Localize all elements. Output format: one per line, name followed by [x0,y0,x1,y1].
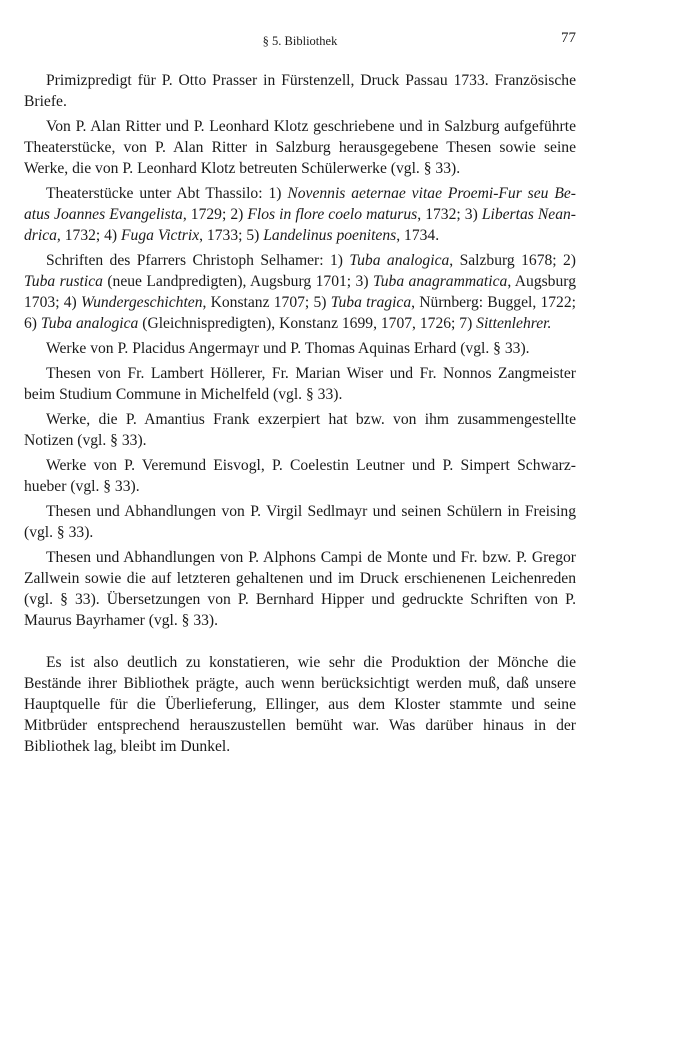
italic-title: Flos in flore coelo maturus [247,206,418,223]
text-run: Werke von P. Veremund Eisvogl, P. Coelestin Leutner und P. Simpert Schwarzhueber (vgl. § 33). [24,457,576,495]
text-run: , 1733; 5) [199,227,264,244]
text-run: Theaterstücke unter Abt Thassilo: 1) [46,185,288,202]
text-run: Werke von P. Placidus Angermayr und P. Thomas Aquinas Erhard (vgl. § 33). [46,340,530,357]
italic-title: Landelinus poenitens [263,227,397,244]
italic-title: Fuga Victrix [121,227,200,244]
paragraph [24,652,576,757]
text-run: Es ist also deutlich zu konstatieren, wie sehr die Produktion der Mönche die Bestände ihrer Bibliothek prägte, auch wenn berücksichtigt werden muß, daß unsere Hauptquelle für die Überlieferung, Ellinger, aus dem Kloster stammte und seine Mitbrüder entsprechend herauszustellen bemüht war. Was darüber hinaus in der Bibliothek lag, bleibt im Dunkel. [24,654,576,755]
paragraph [24,116,576,179]
book-page [24,30,576,761]
italic-title: Tuba rustica [24,273,103,290]
italic-title: Tuba anagrammatica [372,273,508,290]
text-run: Primizpredigt für P. Otto Prasser in Fürstenzell, Druck Passau 1733. Französische Briefe. [24,72,576,110]
text-run: , 1734. [396,227,440,244]
body-text [24,70,576,757]
italic-title: Sittenlehrer. [476,315,552,332]
text-run: Werke, die P. Amantius Frank exzerpiert hat bzw. von ihm zusammengestellte Notizen (vgl. § 33). [24,411,576,449]
text-run: , Augsburg 1703; 4) [24,273,576,311]
text-run: Thesen und Abhandlungen von P. Alphons Campi de Monte und Fr. bzw. P. Gregor Zallwein sowie die auf letzteren gehaltenen und im Druck erschienenen Leichenreden (vgl. § 33). Übersetzungen von P. Bernhard Hipper und gedruckte Schriften von P. Maurus Bayrhamer (vgl. § 33). [24,549,576,629]
paragraph [24,501,576,543]
section-title: § 5. Bibliothek [262,34,338,48]
paragraph [24,363,576,405]
text-run: Schriften des Pfarrers Christoph Selhamer: 1) [46,252,350,269]
text-run: , Nürnberg: Buggel, 1722; 6) [24,294,576,332]
italic-title: Wundergeschichten [80,294,203,311]
text-run: , Konstanz 1707; 5) [202,294,331,311]
text-run: , Salzburg 1678; 2) [449,252,576,269]
text-run: Thesen von Fr. Lambert Höllerer, Fr. Marian Wiser und Fr. Nonnos Zangmeister beim Studium Commune in Michelfeld (vgl. § 33). [24,365,576,403]
italic-title: Libertas Neandrica [24,206,576,244]
italic-title: Novennis aeternae vitae Proemi-Fur seu Beatus Joannes Evangelista [24,185,576,223]
paragraph [24,547,576,631]
text-run: Thesen und Abhandlungen von P. Virgil Sedlmayr und seinen Schülern in Freising (vgl. § 33). [24,503,576,541]
paragraph [24,183,576,246]
page-number: 77 [561,30,576,46]
paragraph [24,250,576,334]
text-run: , 1732; 4) [56,227,122,244]
text-run: (Gleichnispredigten), Konstanz 1699, 1707, 1726; 7) [138,315,477,332]
running-header [24,30,576,52]
paragraph [24,70,576,112]
text-run: , 1732; 3) [417,206,482,223]
paragraph [24,455,576,497]
paragraph [24,338,576,359]
text-run: (neue Landpredigten), Augsburg 1701; 3) [102,273,373,290]
italic-title: Tuba analogica [349,252,450,269]
text-run: Von P. Alan Ritter und P. Leonhard Klotz geschriebene und in Salzburg aufgeführte Theaterstücke, von P. Alan Ritter in Salzburg herausgegebene Thesen sowie seine Werke, die von P. Leonhard Klotz betreuten Schülerwerke (vgl. § 33). [24,118,576,177]
paragraph [24,409,576,451]
italic-title: Tuba analogica [40,315,139,332]
italic-title: Tuba tragica [330,294,412,311]
text-run: , 1729; 2) [182,206,248,223]
